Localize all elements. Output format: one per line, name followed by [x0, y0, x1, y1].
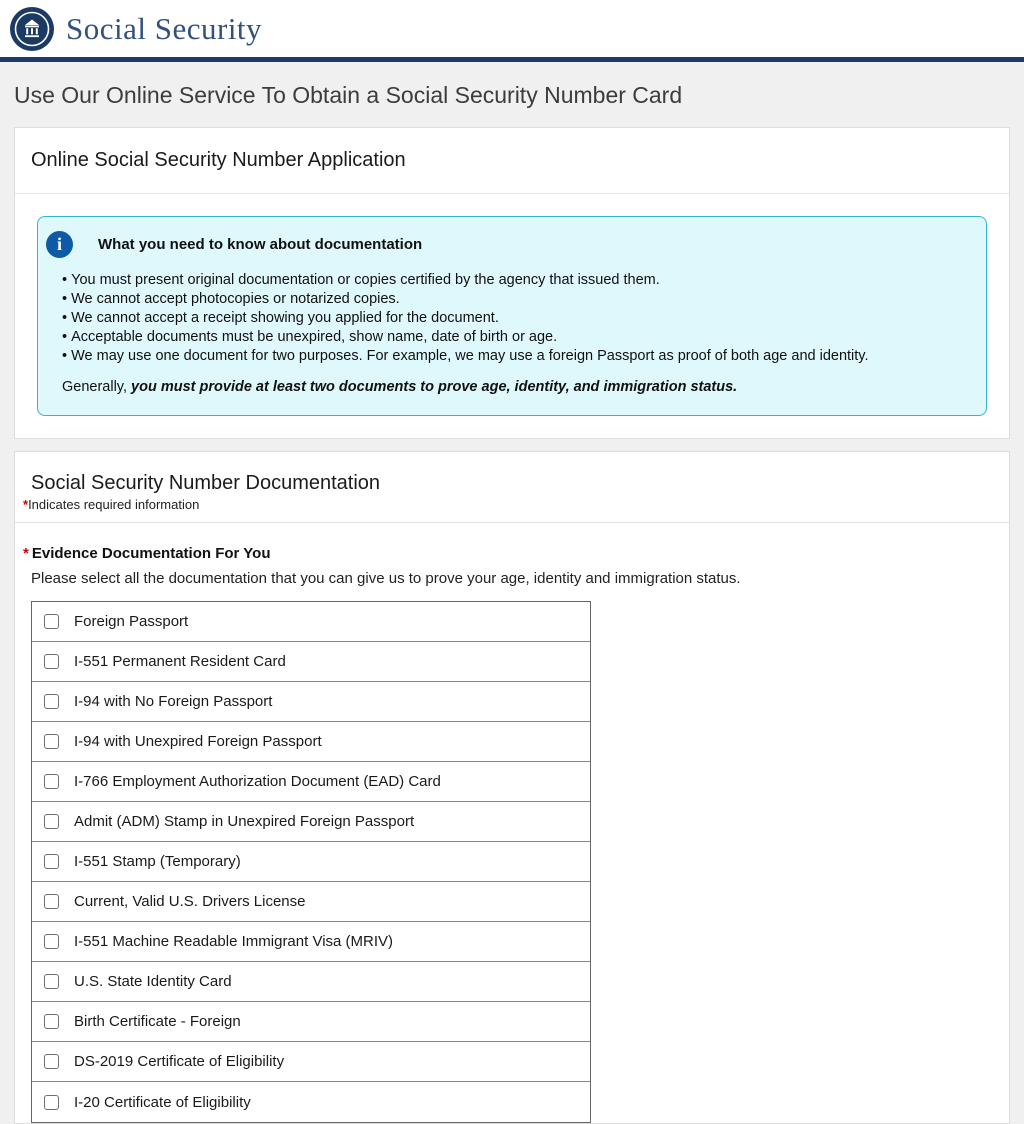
ssa-seal-icon — [10, 7, 54, 51]
doc-option-row[interactable] — [32, 1082, 590, 1122]
checkbox-unchecked-icon[interactable] — [44, 654, 59, 669]
info-bullet: • Acceptable documents must be unexpired, show name, date of birth or age. — [62, 328, 968, 347]
info-bullet: • We cannot accept photocopies or notarized copies. — [62, 290, 968, 309]
evidence-section — [15, 523, 1009, 1123]
doc-option-row[interactable] — [32, 602, 590, 642]
required-information-note — [15, 497, 1009, 522]
checkbox-unchecked-icon[interactable] — [44, 614, 59, 629]
doc-option-label: U.S. State Identity Card — [74, 973, 232, 990]
info-icon: i — [46, 231, 73, 258]
evidence-section-description: Please select all the documentation that you can give us to prove your age, identity and immigration status. — [31, 570, 741, 587]
doc-option-row[interactable] — [32, 922, 590, 962]
doc-option-row[interactable] — [32, 962, 590, 1002]
divider — [15, 193, 1009, 194]
info-footer-prefix: Generally, — [62, 379, 132, 395]
site-header — [0, 0, 1024, 62]
doc-option-row[interactable] — [32, 762, 590, 802]
evidence-label-text: Evidence Documentation For You — [31, 545, 271, 562]
info-box-footer — [62, 379, 968, 395]
doc-option-row[interactable] — [32, 802, 590, 842]
doc-option-label: Birth Certificate - Foreign — [74, 1013, 241, 1030]
checkbox-unchecked-icon[interactable] — [44, 1095, 59, 1110]
documentation-card-title: Social Security Number Documentation — [31, 472, 381, 494]
checkbox-unchecked-icon[interactable] — [44, 894, 59, 909]
info-bullet: • We may use one document for two purposes. For example, we may use a foreign Passport as proof of both age and identity. — [62, 347, 968, 366]
doc-option-label: I-94 with No Foreign Passport — [74, 693, 273, 710]
evidence-section-label — [23, 545, 993, 562]
page-title: Use Our Online Service To Obtain a Social Security Number Card — [14, 82, 683, 108]
doc-option-row[interactable] — [32, 642, 590, 682]
doc-option-label: I-20 Certificate of Eligibility — [74, 1093, 251, 1111]
required-asterisk: * — [23, 497, 29, 512]
doc-option-label: I-551 Stamp (Temporary) — [74, 853, 241, 870]
application-card-title: Online Social Security Number Application — [31, 149, 406, 171]
checkbox-unchecked-icon[interactable] — [44, 774, 59, 789]
info-bullet: • You must present original documentation or copies certified by the agency that issued them. — [62, 271, 968, 290]
checkbox-unchecked-icon[interactable] — [44, 814, 59, 829]
doc-option-label: I-766 Employment Authorization Document (EAD) Card — [74, 773, 441, 790]
doc-option-label: I-94 with Unexpired Foreign Passport — [74, 733, 322, 750]
info-footer-emphasis: you must provide at least two documents to prove age, identity, and immigration status. — [131, 379, 738, 395]
doc-option-row[interactable] — [32, 722, 590, 762]
doc-option-label: DS-2019 Certificate of Eligibility — [74, 1053, 285, 1070]
required-note-text: Indicates required information — [28, 497, 200, 512]
doc-option-row[interactable] — [32, 842, 590, 882]
info-bullet: • We cannot accept a receipt showing you applied for the document. — [62, 309, 968, 328]
doc-option-label: Current, Valid U.S. Drivers License — [74, 893, 306, 910]
checkbox-unchecked-icon[interactable] — [44, 934, 59, 949]
checkbox-unchecked-icon[interactable] — [44, 694, 59, 709]
required-asterisk: * — [23, 545, 29, 562]
doc-option-label: I-551 Machine Readable Immigrant Visa (MRIV) — [74, 933, 394, 950]
doc-option-row[interactable] — [32, 682, 590, 722]
doc-option-label: Foreign Passport — [74, 613, 189, 630]
info-box-title: What you need to know about documentation — [98, 236, 423, 253]
evidence-document-list — [31, 601, 591, 1123]
checkbox-unchecked-icon[interactable] — [44, 854, 59, 869]
doc-option-label: I-551 Permanent Resident Card — [74, 653, 286, 670]
doc-option-label: Admit (ADM) Stamp in Unexpired Foreign Passport — [74, 813, 415, 830]
checkbox-unchecked-icon[interactable] — [44, 1014, 59, 1029]
checkbox-unchecked-icon[interactable] — [44, 1054, 59, 1069]
doc-option-row[interactable] — [32, 1002, 590, 1042]
checkbox-unchecked-icon[interactable] — [44, 974, 59, 989]
checkbox-unchecked-icon[interactable] — [44, 734, 59, 749]
doc-option-row[interactable] — [32, 1042, 590, 1082]
brand-wordmark: Social Security — [66, 10, 263, 46]
info-bullet-list — [62, 271, 968, 366]
doc-option-row[interactable] — [32, 882, 590, 922]
application-card — [14, 127, 1010, 439]
documentation-info-box — [37, 216, 987, 416]
documentation-card — [14, 451, 1010, 1124]
